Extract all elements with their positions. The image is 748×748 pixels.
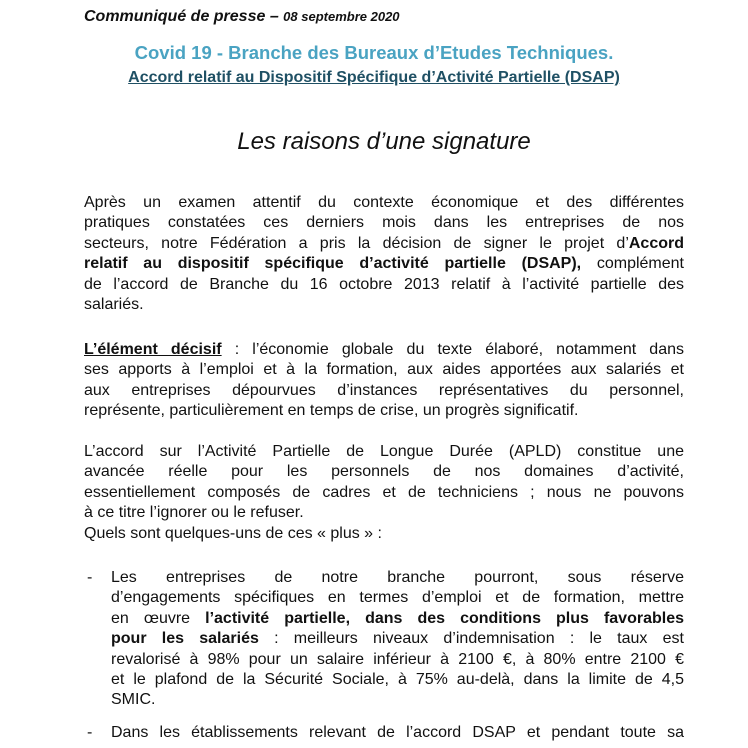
text-line: d’engagements spécifiques en termes d’emploi et de formation, mettre	[111, 589, 684, 607]
list-item-text	[111, 723, 684, 743]
text-line: et le plafond de la Sécurité Sociale, à 75% au-delà, dans la limite de 4,5	[111, 670, 684, 688]
dsap-emphasis: relatif au dispositif spécifique d’activité partielle (DSAP),	[84, 255, 582, 273]
press-label: Communiqué de presse –	[84, 8, 284, 25]
paragraph-decisive-element	[84, 340, 684, 422]
text-line: salariés.	[84, 295, 144, 313]
press-release-line	[84, 8, 400, 26]
text-line: Quels sont quelques-uns de ces « plus » :	[84, 524, 382, 542]
text-line: essentiellement composés de cadres et de techniciens ; nous ne pouvons	[84, 483, 684, 501]
text-line: Dans les établissements relevant de l’accord DSAP et pendant toute sa	[111, 724, 684, 741]
employees-emphasis: pour les salariés	[111, 630, 259, 648]
text-line: L’accord sur l’Activité Partielle de Longue Durée (APLD) constitue une	[84, 443, 684, 460]
text-line: en œuvre l’activité partielle, dans des conditions plus favorables	[111, 609, 684, 627]
text-line: de l’accord de Branche du 16 octobre 2013 relatif à l’activité partielle des	[84, 275, 684, 293]
text-line: revalorisé à 98% pour un salaire inférieur à 2100 €, à 80% entre 2100 €	[111, 650, 684, 668]
text-line: Après un examen attentif du contexte économique et des différentes	[84, 194, 684, 211]
list-dash: -	[87, 569, 93, 586]
list-item-text	[111, 568, 684, 711]
list-dash: -	[87, 724, 93, 741]
text-line: SMIC.	[111, 691, 156, 709]
text-line: aux entreprises dépourvues d’instances représentatives du personnel,	[84, 381, 684, 399]
paragraph-apld	[84, 442, 684, 544]
text-line: relatif au dispositif spécifique d’activité partielle (DSAP), complément	[84, 255, 684, 273]
text-line: secteurs, notre Fédération a pris la décision de signer le projet d’Accord	[84, 234, 684, 252]
decisive-element-label: L’élément décisif	[84, 341, 222, 358]
document-subtitle: Accord relatif au Dispositif Spécifique d’Activité Partielle (DSAP)	[128, 69, 620, 86]
press-date: 08 septembre 2020	[283, 9, 400, 24]
headline: Les raisons d’une signature	[237, 128, 531, 155]
text-line: à ce titre l’ignorer ou le refuser.	[84, 504, 304, 522]
text-line: pratiques constatées ces derniers mois dans les entreprises de nos	[84, 214, 684, 232]
document-title: Covid 19 - Branche des Bureaux d’Etudes Techniques.	[134, 42, 614, 63]
paragraph-context	[84, 193, 684, 315]
text-line: avancée réelle pour les personnels de nos domaines d’activité,	[84, 463, 684, 481]
text-line: pour les salariés : meilleurs niveaux d’indemnisation : le taux est	[111, 630, 684, 648]
text-line: L’élément décisif : l’économie globale du texte élaboré, notamment dans	[84, 341, 684, 358]
accord-emphasis: Accord	[628, 234, 684, 252]
partial-activity-emphasis: l’activité partielle, dans des conditions plus favorables	[205, 609, 684, 627]
text-line: représente, particulièrement en temps de crise, un progrès significatif.	[84, 402, 579, 420]
text-line: ses apports à l’emploi et à la formation, aux aides apportées aux salariés et	[84, 361, 684, 379]
text-line: Les entreprises de notre branche pourront, sous réserve	[111, 569, 684, 586]
